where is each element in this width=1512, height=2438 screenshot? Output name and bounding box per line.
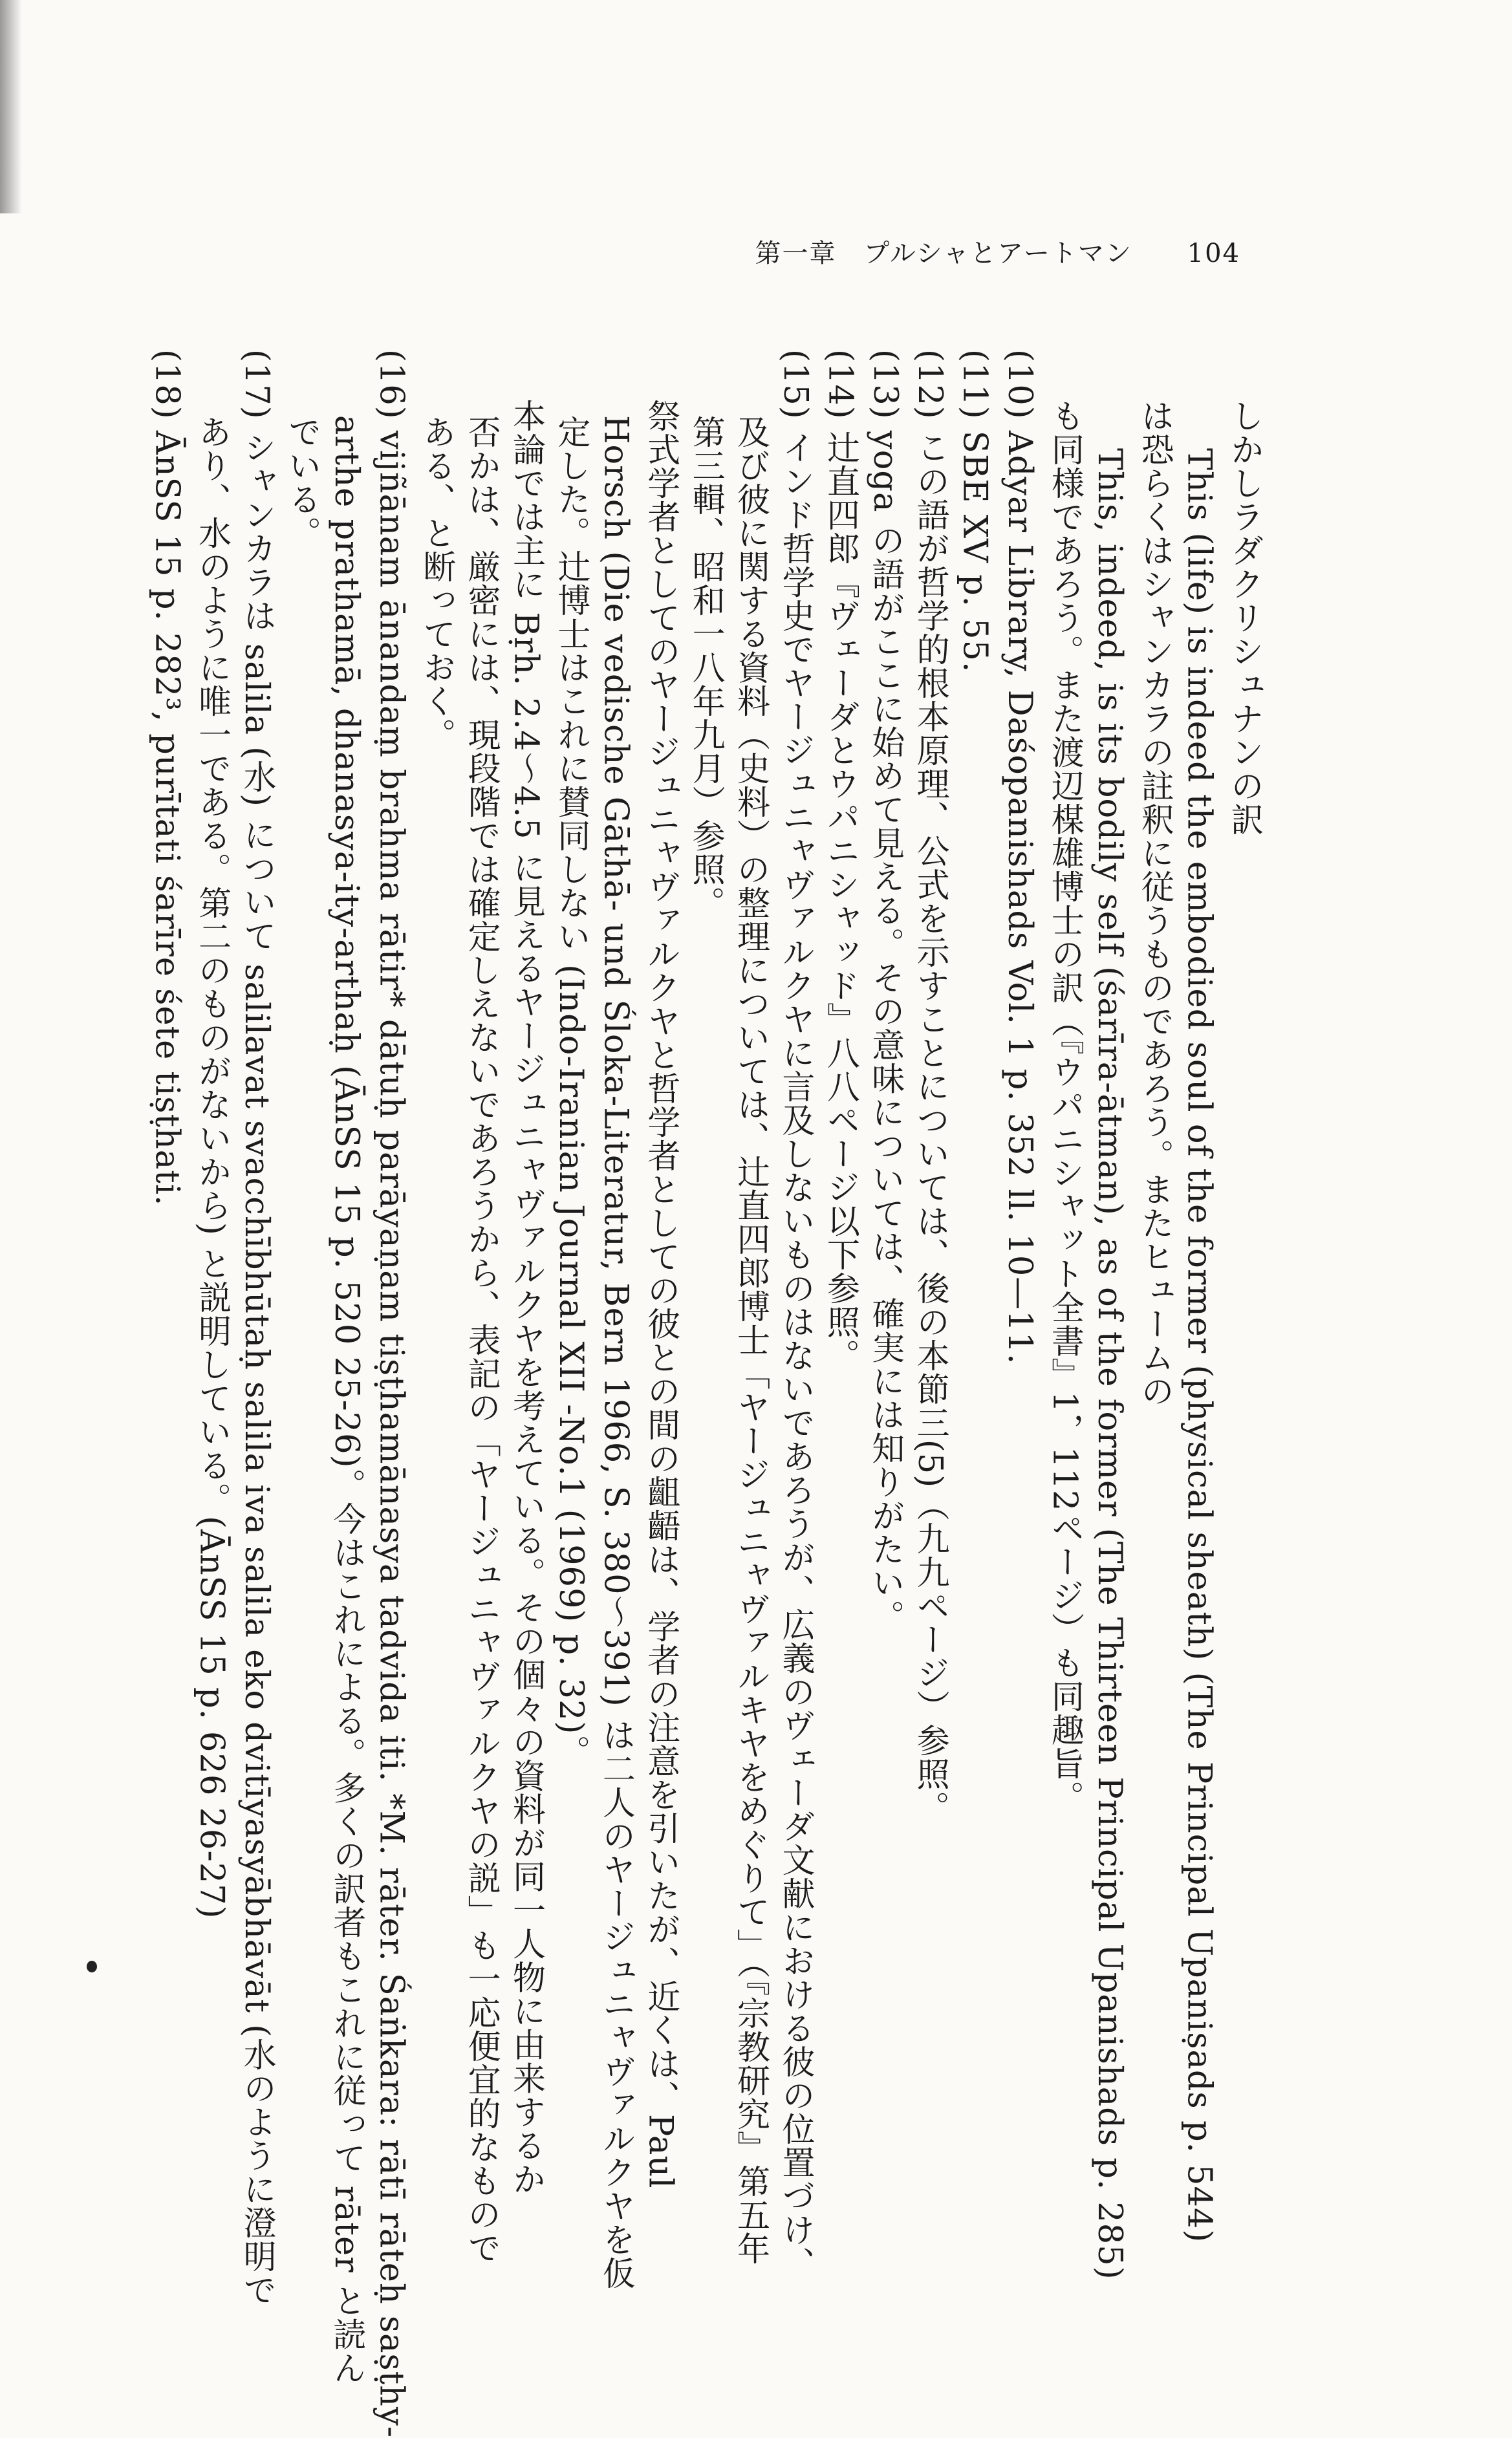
- note-line: arthe prathamā, dhanasya-ity-arthaḥ (ĀnSS 15 p. 520 25-26)。今はこれによる。多くの訳者もこれに従って rāter と読ん: [327, 415, 365, 2385]
- note-line: 本論では主に Bṛh. 2.4〜4.5 に見えるヤージュニャヴァルクヤを考えている。その個々の資料が同一人物に由来するか: [506, 398, 545, 2196]
- page-number: 104: [1187, 239, 1240, 268]
- note-line: あり、水のように唯一である。第二のものがないから) と説明している。(ĀnSS 15 p. 626 26-27): [192, 415, 231, 1919]
- notes-body: [0, 349, 1266, 2438]
- note-line: ある、と断っておく。: [416, 415, 455, 751]
- note-line: Horsch (Die vedische Gāthā- und Śloka-Literatur, Bern 1966, S. 380〜391) は二人のヤージュニャヴァルクヤを仮: [596, 415, 635, 2290]
- chapter-title: 第一章 プルシャとアートマン: [755, 239, 1132, 268]
- note-line: (12) この語が哲学的根本原理、公式を示すことについては、後の本節三(5)（九九ページ）参照。: [911, 349, 949, 1825]
- note-line: (16) vijñānam ānandaṃ brahma rātir* dātuḥ parāyaṇam tiṣṭhamānasya tadvida iti. *M. rāter. Śaṅkara: rātī rāteḥ saṣṭhy-: [372, 349, 411, 2438]
- scan-edge-shadow: [0, 0, 22, 213]
- note-line: (11) SBE XV p. 55.: [955, 349, 994, 673]
- note-line: 第三輯、昭和一八年九月）参照。: [686, 415, 725, 920]
- note-line: 祭式学者としてのヤージュニャヴァルクヤと哲学者としての彼との間の齟齬は、学者の注意を引いたが、近くは、Paul: [641, 398, 680, 2189]
- note-line: も同様であろう。また渡辺楳雄博士の訳（『ウパニシャット全書』1，112ページ）も同趣旨。: [1045, 398, 1084, 1814]
- note-line: しかしラダクリシュナンの訳: [1225, 398, 1263, 836]
- note-line: (13) yoga の語がここに始めて見える。その意味については、確実には知りがたい。: [865, 349, 904, 1634]
- note-line: でいる。: [282, 415, 321, 550]
- running-header: [755, 233, 1240, 270]
- note-line: (15) インド哲学史でヤージュニャヴァルクヤに言及しないものはないであろうが、広義のヴェーダ文献における彼の位置づけ、: [775, 349, 814, 2280]
- note-line: This (life) is indeed the embodied soul of the former (physical sheath) (The Principal Upaniṣads p. 544): [1180, 448, 1218, 2243]
- note-line: (17) シャンカラは salila (水) について salilavat svacchībhūtaḥ salila iva salila eko dvitīyasyābhāvāt (水のように澄明で: [237, 349, 276, 2307]
- note-line: This, indeed, is its bodily self (śarīra-ātman), as of the former (The Thirteen Principal Upanishads p. 285): [1090, 448, 1129, 2280]
- note-line: は恐らくはシャンカラの註釈に従うものであろう。またヒュームの: [1135, 398, 1174, 1408]
- note-line: (14) 辻直四郎『ヴェーダとウパニシャッド』八八ページ以下参照。: [821, 349, 859, 1372]
- note-line: 及び彼に関する資料（史料）の整理については、辻直四郎博士「ヤージュニャヴァルキヤをめぐりて」（『宗教研究』第五年: [731, 415, 770, 2265]
- note-line: (18) ĀnSS 15 p. 282³, purītati śarīre śete tiṣṭhati.: [147, 349, 186, 1207]
- note-line: (10) Adyar Library, Daśopanishads Vol. 1 p. 352 ll. 10—11.: [1000, 349, 1039, 1365]
- note-line: 定した。辻博士はこれに賛同しない (Indo-Iranian Journal XII -No.1 (1969) p. 32)。: [551, 415, 590, 1769]
- note-line: 否かは、厳密には、現段階では確定しえないであろうから、表記の「ヤージュニャヴァルクヤの説」も一応便宜的なもので: [462, 415, 501, 2265]
